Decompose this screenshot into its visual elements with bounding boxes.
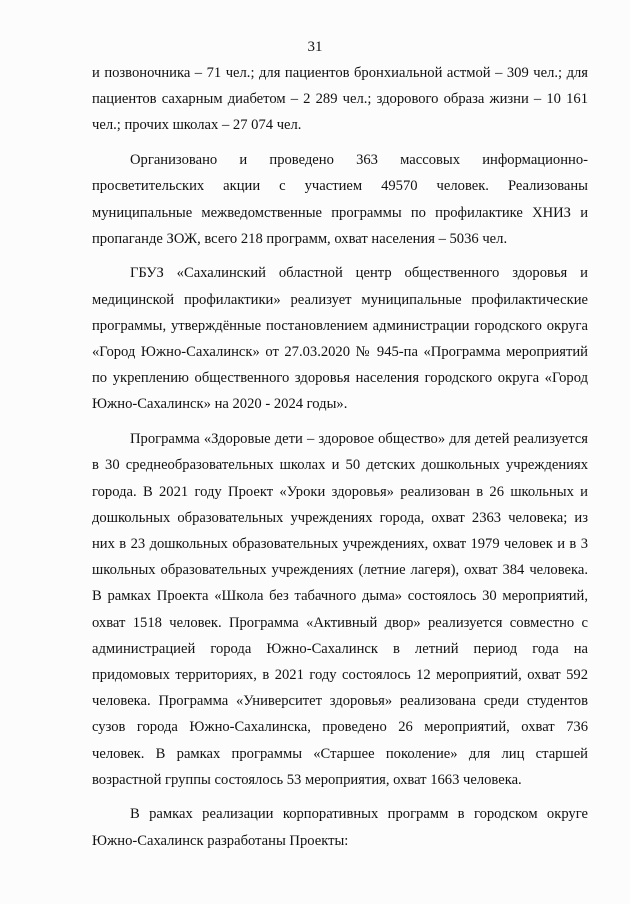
paragraph-healthy-children-program: Программа «Здоровые дети – здоровое общество» для детей реализуется в 30 среднеобразовательных школах и 50 детских дошкольных учреждениях города. В 2021 году Проект «Уроки здоровья» реализован в 26 школьных и дошкольных образовательных учреждениях города, охват 2363 человека; из них в 23 дошкольных образовательных учреждениях, охват 1979 человек и в 3 школьных образовательных учреждениях (летние лагеря), охват 384 человека. В рамках Проекта «Школа без табачного дыма» состоялось 30 мероприятий, охват 1518 человек. Программа «Активный двор» реализуется совместно с администрацией города Южно-Сахалинск в летний период года на придомовых территориях, в 2021 году состоялось 12 мероприятий, охват 592 человека. Программа «Университет здоровья» реализована среди студентов сузов города Южно-Сахалинска, проведено 26 мероприятий, охват 736 человек. В рамках программы «Старшее поколение» для лиц старшей возрастной группы состоялось 53 мероприятия, охват 1663 человека.	[92, 431, 588, 788]
paragraph-corporate-programs: В рамках реализации корпоративных программ в городском округе Южно-Сахалинск разработаны Проекты:	[92, 806, 588, 849]
document-body	[92, 60, 588, 854]
paragraph-mass-events: Организовано и проведено 363 массовых информационно-просветительских акции с участием 49570 человек. Реализованы муниципальные межведомственные программы по профилактике ХНИЗ и пропаганде ЗОЖ, всего 218 программ, охват населения – 5036 чел.	[92, 152, 588, 247]
paragraph-schools-continuation: и позвоночника – 71 чел.; для пациентов бронхиальной астмой – 309 чел.; для пациентов сахарным диабетом – 2 289 чел.; здорового образа жизни – 10 161 чел.; прочих школах – 27 074 чел.	[92, 65, 588, 134]
page-number: 31	[307, 39, 323, 55]
paragraph-health-center: ГБУЗ «Сахалинский областной центр общественного здоровья и медицинской профилактики» реализует муниципальные профилактические программы, утверждённые постановлением администрации городского округа «Город Южно-Сахалинск» от 27.03.2020 № 945-па «Программа мероприятий по укреплению общественного здоровья населения городского округа «Город Южно-Сахалинск» на 2020 - 2024 годы».	[92, 265, 588, 413]
